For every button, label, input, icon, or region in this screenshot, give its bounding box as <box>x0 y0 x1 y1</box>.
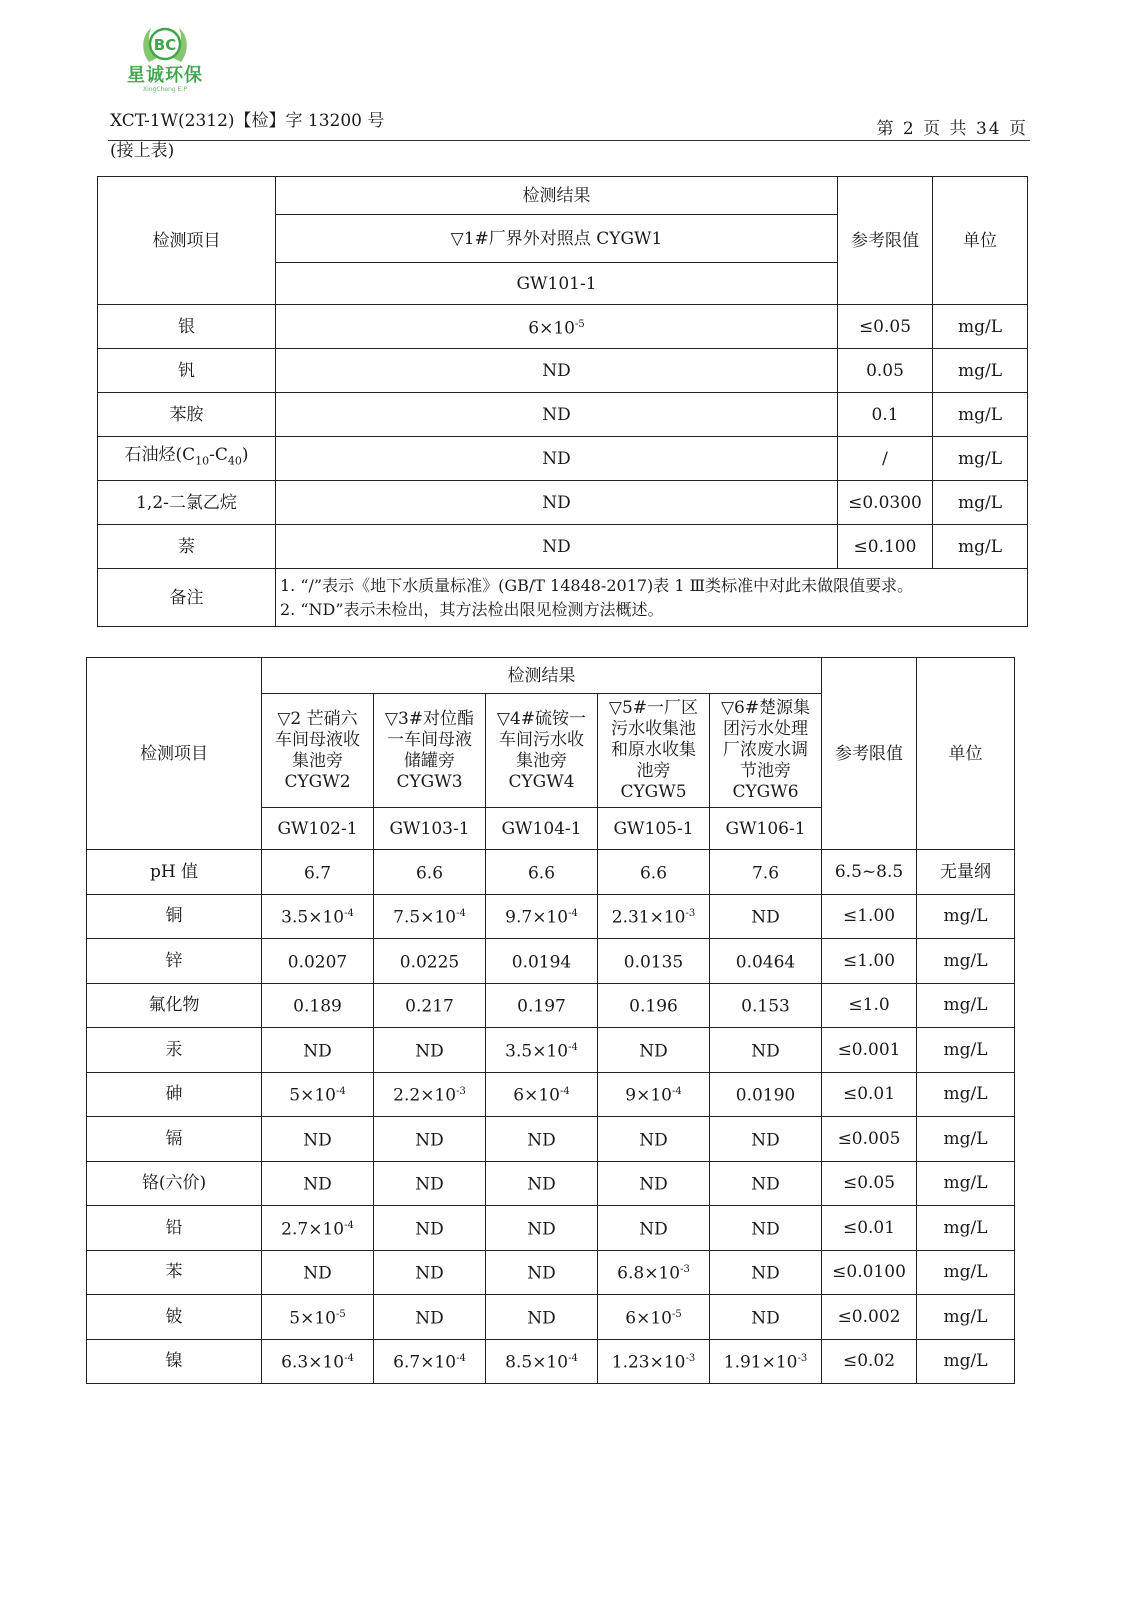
result-value: ND <box>276 349 838 393</box>
limit-value: / <box>838 437 933 481</box>
result-value: $2.7\times 10^{-4}$ <box>262 1206 374 1251</box>
table-row <box>87 850 1015 895</box>
result-value: $6\times 10^{-5}$ <box>598 1295 710 1340</box>
sampling-point: ▽2 芒硝六 车间母液收 集池旁 CYGW2 <box>262 694 374 808</box>
result-value: ND <box>710 1295 822 1340</box>
unit-value: mg/L <box>933 437 1028 481</box>
result-value: ND <box>598 1161 710 1206</box>
limit-value: ≤1.00 <box>822 894 917 939</box>
table-row <box>98 437 1028 481</box>
result-value: 0.189 <box>262 983 374 1028</box>
unit-value: mg/L <box>917 1206 1015 1251</box>
limit-value: ≤0.01 <box>822 1206 917 1251</box>
table-row <box>98 349 1028 393</box>
result-value: ND <box>276 437 838 481</box>
col-result-header: 检测结果 <box>276 177 838 215</box>
unit-value: 无量纲 <box>917 850 1015 895</box>
result-value: ND <box>276 393 838 437</box>
table-row <box>87 1117 1015 1162</box>
limit-value: ≤0.05 <box>838 305 933 349</box>
limit-value: ≤1.0 <box>822 983 917 1028</box>
result-value: ND <box>710 1250 822 1295</box>
result-value: ND <box>486 1206 598 1251</box>
result-value: ND <box>710 1206 822 1251</box>
result-value: $8.5\times 10^{-4}$ <box>486 1339 598 1384</box>
table-row <box>87 1250 1015 1295</box>
result-value: ND <box>374 1295 486 1340</box>
item-name: 苯 <box>87 1250 262 1295</box>
limit-value: ≤1.00 <box>822 939 917 984</box>
unit-value: mg/L <box>933 349 1028 393</box>
unit-value: mg/L <box>933 393 1028 437</box>
unit-value: mg/L <box>933 481 1028 525</box>
result-value: $5\times 10^{-4}$ <box>262 1072 374 1117</box>
limit-value: 0.1 <box>838 393 933 437</box>
sampling-point: ▽4#硫铵一 车间污水收 集池旁 CYGW4 <box>486 694 598 808</box>
result-value: ND <box>276 481 838 525</box>
col-item-header: 检测项目 <box>98 177 276 305</box>
result-value: ND <box>710 894 822 939</box>
result-value: 6.6 <box>598 850 710 895</box>
continued-note: (接上表) <box>110 141 175 161</box>
remark-line-2: 2. “ND”表示未检出，其方法检出限见检测方法概述。 <box>280 599 664 619</box>
limit-value: 0.05 <box>838 349 933 393</box>
limit-value: ≤0.02 <box>822 1339 917 1384</box>
result-value: ND <box>262 1117 374 1162</box>
col-result-header: 检测结果 <box>262 658 822 694</box>
col-unit-header: 单位 <box>933 177 1028 305</box>
unit-value: mg/L <box>917 1161 1015 1206</box>
item-name: pH 值 <box>87 850 262 895</box>
document-number: XCT-1W(2312)【检】字 13200 号 <box>110 111 385 131</box>
result-value: ND <box>374 1117 486 1162</box>
limit-value: 6.5~8.5 <box>822 850 917 895</box>
unit-value: mg/L <box>917 1339 1015 1384</box>
page-info: 第 2 页 共 34 页 <box>876 119 1028 139</box>
table-row <box>87 1206 1015 1251</box>
table-row <box>87 1072 1015 1117</box>
limit-value: ≤0.0300 <box>838 481 933 525</box>
table-row <box>87 1028 1015 1073</box>
result-value: 0.0194 <box>486 939 598 984</box>
sampling-point: ▽6#楚源集 团污水处理 厂浓废水调 节池旁 CYGW6 <box>710 694 822 808</box>
table-row <box>87 983 1015 1028</box>
result-value: 0.0190 <box>710 1072 822 1117</box>
logo-emblem-icon <box>139 22 191 66</box>
result-value: 0.0464 <box>710 939 822 984</box>
result-value: ND <box>262 1028 374 1073</box>
result-value: ND <box>374 1161 486 1206</box>
result-value: $6.3\times 10^{-4}$ <box>262 1339 374 1384</box>
table-row <box>98 525 1028 569</box>
item-name: 钒 <box>98 349 276 393</box>
remark-row <box>98 569 1028 627</box>
company-logo <box>120 22 210 92</box>
result-value: ND <box>374 1028 486 1073</box>
table-row <box>98 305 1028 349</box>
result-value: $6\times 10^{-5}$ <box>276 305 838 349</box>
result-value: $3.5\times 10^{-4}$ <box>486 1028 598 1073</box>
item-name: 锌 <box>87 939 262 984</box>
result-value: ND <box>374 1250 486 1295</box>
result-value: ND <box>598 1028 710 1073</box>
result-value: 0.153 <box>710 983 822 1028</box>
results-table-2 <box>86 657 1015 1384</box>
sample-id: GW105-1 <box>598 808 710 850</box>
table-row <box>98 393 1028 437</box>
result-value: $9\times 10^{-4}$ <box>598 1072 710 1117</box>
limit-value: ≤0.002 <box>822 1295 917 1340</box>
result-value: 7.6 <box>710 850 822 895</box>
result-value: 0.0135 <box>598 939 710 984</box>
unit-value: mg/L <box>917 1295 1015 1340</box>
result-value: $7.5\times 10^{-4}$ <box>374 894 486 939</box>
item-name: 汞 <box>87 1028 262 1073</box>
table-row <box>98 481 1028 525</box>
item-name: 铬(六价) <box>87 1161 262 1206</box>
result-value: $1.91\times 10^{-3}$ <box>710 1339 822 1384</box>
result-value: $6.7\times 10^{-4}$ <box>374 1339 486 1384</box>
table-row <box>87 1161 1015 1206</box>
remark-label: 备注 <box>98 569 276 627</box>
result-value: 0.217 <box>374 983 486 1028</box>
unit-value: mg/L <box>917 1117 1015 1162</box>
unit-value: mg/L <box>917 1072 1015 1117</box>
col-limit-header: 参考限值 <box>838 177 933 305</box>
result-value: ND <box>710 1028 822 1073</box>
result-value: ND <box>598 1206 710 1251</box>
unit-value: mg/L <box>933 525 1028 569</box>
item-name: 银 <box>98 305 276 349</box>
table-row <box>87 894 1015 939</box>
remark-content <box>276 569 1028 627</box>
limit-value: ≤0.05 <box>822 1161 917 1206</box>
logo-text: 星诚环保 <box>127 65 203 86</box>
limit-value: ≤0.01 <box>822 1072 917 1117</box>
result-value: ND <box>374 1206 486 1251</box>
result-value: 0.196 <box>598 983 710 1028</box>
limit-value: ≤0.005 <box>822 1117 917 1162</box>
sample-id: GW103-1 <box>374 808 486 850</box>
result-value: ND <box>262 1161 374 1206</box>
limit-value: ≤0.0100 <box>822 1250 917 1295</box>
sample-id: GW104-1 <box>486 808 598 850</box>
table-row <box>87 1295 1015 1340</box>
result-value: $5\times 10^{-5}$ <box>262 1295 374 1340</box>
sample-id: GW106-1 <box>710 808 822 850</box>
sample-id: GW101-1 <box>276 263 838 305</box>
item-name: 镉 <box>87 1117 262 1162</box>
col-item-header: 检测项目 <box>87 658 262 850</box>
result-value: $6.8\times 10^{-3}$ <box>598 1250 710 1295</box>
unit-value: mg/L <box>917 1028 1015 1073</box>
result-value: ND <box>486 1295 598 1340</box>
result-value: ND <box>276 525 838 569</box>
result-value: 6.7 <box>262 850 374 895</box>
table-row <box>87 1339 1015 1384</box>
sampling-point: ▽5#一厂区 污水收集池 和原水收集 池旁 CYGW5 <box>598 694 710 808</box>
result-value: ND <box>486 1250 598 1295</box>
logo-subtext: XingCheng E.P <box>143 86 187 93</box>
limit-value: ≤0.100 <box>838 525 933 569</box>
result-value: $6\times 10^{-4}$ <box>486 1072 598 1117</box>
result-value: 0.197 <box>486 983 598 1028</box>
item-name: 1,2-二氯乙烷 <box>98 481 276 525</box>
unit-value: mg/L <box>917 894 1015 939</box>
col-unit-header: 单位 <box>917 658 1015 850</box>
item-name: 砷 <box>87 1072 262 1117</box>
sampling-point: ▽3#对位酯 一车间母液 储罐旁 CYGW3 <box>374 694 486 808</box>
item-name: 铅 <box>87 1206 262 1251</box>
item-name: 氟化物 <box>87 983 262 1028</box>
result-value: ND <box>486 1117 598 1162</box>
result-value: $9.7\times 10^{-4}$ <box>486 894 598 939</box>
result-value: ND <box>598 1117 710 1162</box>
header-divider <box>108 140 1030 141</box>
result-value: $3.5\times 10^{-4}$ <box>262 894 374 939</box>
result-value: $1.23\times 10^{-3}$ <box>598 1339 710 1384</box>
results-table-1 <box>97 176 1028 627</box>
result-value: $2.2\times 10^{-3}$ <box>374 1072 486 1117</box>
result-value: ND <box>710 1161 822 1206</box>
unit-value: mg/L <box>917 939 1015 984</box>
item-name: 镍 <box>87 1339 262 1384</box>
item-name: 铍 <box>87 1295 262 1340</box>
result-value: ND <box>262 1250 374 1295</box>
sampling-point: ▽1#厂界外对照点 CYGW1 <box>276 215 838 263</box>
item-name: 铜 <box>87 894 262 939</box>
result-value: 0.0207 <box>262 939 374 984</box>
result-value: 6.6 <box>374 850 486 895</box>
col-limit-header: 参考限值 <box>822 658 917 850</box>
item-name: 苯胺 <box>98 393 276 437</box>
sample-id: GW102-1 <box>262 808 374 850</box>
result-value: 0.0225 <box>374 939 486 984</box>
result-value: 6.6 <box>486 850 598 895</box>
unit-value: mg/L <box>933 305 1028 349</box>
table-row <box>87 939 1015 984</box>
logo-initials: BC <box>153 36 177 54</box>
limit-value: ≤0.001 <box>822 1028 917 1073</box>
unit-value: mg/L <box>917 983 1015 1028</box>
remark-line-1: 1. “/”表示《地下水质量标准》(GB/T 14848-2017)表 1 Ⅲ类标准中对此未做限值要求。 <box>280 575 914 595</box>
result-value: ND <box>710 1117 822 1162</box>
item-name: 萘 <box>98 525 276 569</box>
result-value: $2.31\times 10^{-3}$ <box>598 894 710 939</box>
unit-value: mg/L <box>917 1250 1015 1295</box>
result-value: ND <box>486 1161 598 1206</box>
item-name: 石油烃$(C_{10}-C_{40})$ <box>98 437 276 481</box>
